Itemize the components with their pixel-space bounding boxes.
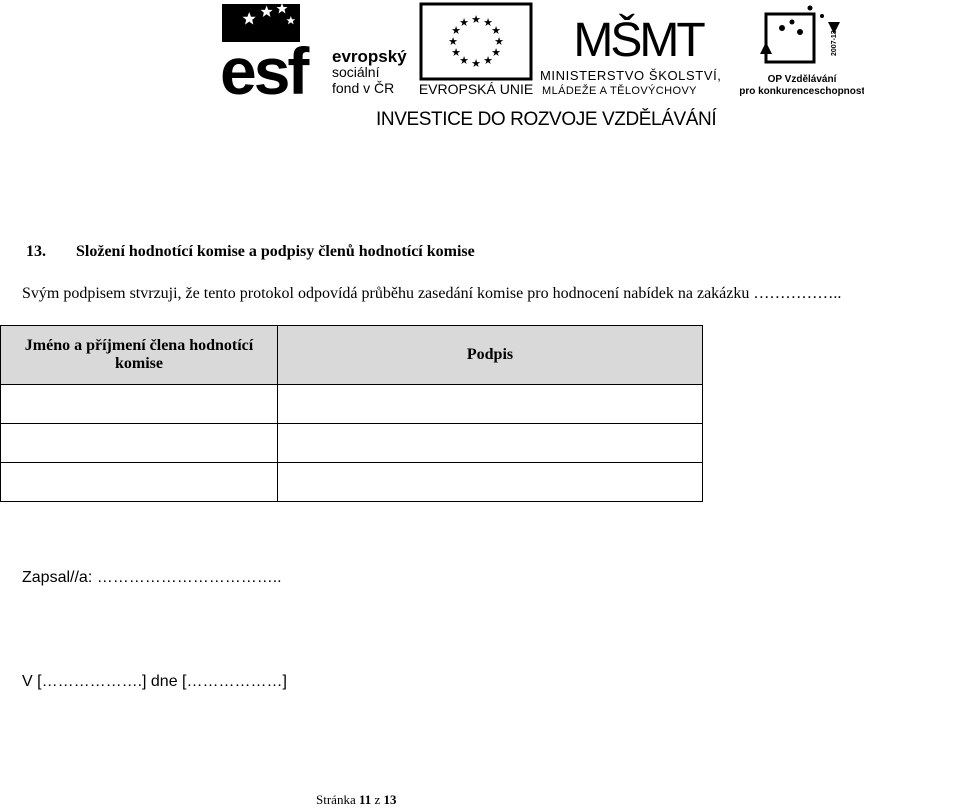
svg-text:★: ★	[483, 54, 493, 67]
esf-line3: fond v ČR	[332, 80, 395, 96]
footer-total-pages: 13	[383, 792, 397, 807]
footer-prefix: Stránka	[316, 792, 356, 807]
msmt-line2: MLÁDEŽE A TĚLOVÝCHOVY	[542, 85, 697, 97]
table-row	[1, 385, 703, 424]
svg-text:★: ★	[491, 46, 501, 59]
footer-of: z	[374, 792, 381, 807]
table-header-row	[1, 326, 703, 385]
op-line2: pro konkurenceschopnost	[740, 86, 864, 97]
section-title: Složení hodnotící komise a podpisy členů hodnotící komise	[76, 243, 475, 260]
footer-page-number: 11	[358, 792, 372, 807]
tagline: INVESTICE DO ROZVOJE VZDĚLÁVÁNÍ	[376, 109, 717, 130]
name-cell[interactable]	[1, 424, 278, 463]
msmt-line1: MINISTERSTVO ŠKOLSTVÍ,	[540, 68, 722, 83]
svg-text:★: ★	[494, 35, 504, 48]
esf-line2: sociální	[332, 64, 380, 80]
name-cell[interactable]	[1, 463, 278, 502]
esf-mark: esf	[222, 34, 307, 96]
msmt-mark: MŠMT	[573, 14, 703, 67]
column-header-name: Jméno a příjmení člena hodnotící komise	[1, 326, 278, 385]
op-years: 2007-13	[831, 30, 838, 56]
column-header-signature: Podpis	[278, 326, 703, 385]
svg-text:★: ★	[451, 24, 461, 37]
statement-text: Svým podpisem stvrzuji, že tento protokol odpovídá průběhu zasedání komise pro hodnocení nabídek na zakázku ……………..	[22, 285, 842, 302]
svg-text:★: ★	[451, 46, 461, 59]
svg-text:★: ★	[448, 35, 458, 48]
op-logo-graphic	[740, 2, 864, 98]
table-row	[1, 424, 703, 463]
op-logo	[740, 2, 864, 98]
svg-text:★: ★	[471, 13, 481, 26]
signature-cell[interactable]	[278, 463, 703, 502]
place-date-line: V [……………….] dne [………………]	[22, 673, 287, 690]
header-logos	[0, 0, 960, 140]
svg-text:★: ★	[459, 16, 469, 29]
section-number: 13.	[26, 243, 46, 260]
msmt-logo-graphic	[540, 2, 736, 98]
svg-text:★: ★	[483, 16, 493, 29]
msmt-logo	[540, 2, 736, 98]
eu-flag-icon	[418, 2, 536, 98]
section-heading	[26, 243, 475, 261]
eu-label: EVROPSKÁ UNIE	[418, 81, 534, 97]
signature-cell[interactable]	[278, 385, 703, 424]
op-line1: OP Vzdělávání	[767, 74, 837, 85]
svg-text:★: ★	[471, 57, 481, 70]
esf-logo-graphic	[222, 4, 412, 96]
esf-logo	[222, 4, 412, 96]
recorded-by-line: Zapsal//a: ……………………………..	[22, 569, 282, 586]
page-footer	[316, 792, 397, 808]
eu-logo	[418, 2, 536, 98]
svg-text:★: ★	[459, 54, 469, 67]
table-row	[1, 463, 703, 502]
signature-cell[interactable]	[278, 424, 703, 463]
esf-line1: evropský	[332, 47, 407, 66]
svg-text:★: ★	[491, 24, 501, 37]
name-cell[interactable]	[1, 385, 278, 424]
committee-table	[0, 325, 703, 502]
